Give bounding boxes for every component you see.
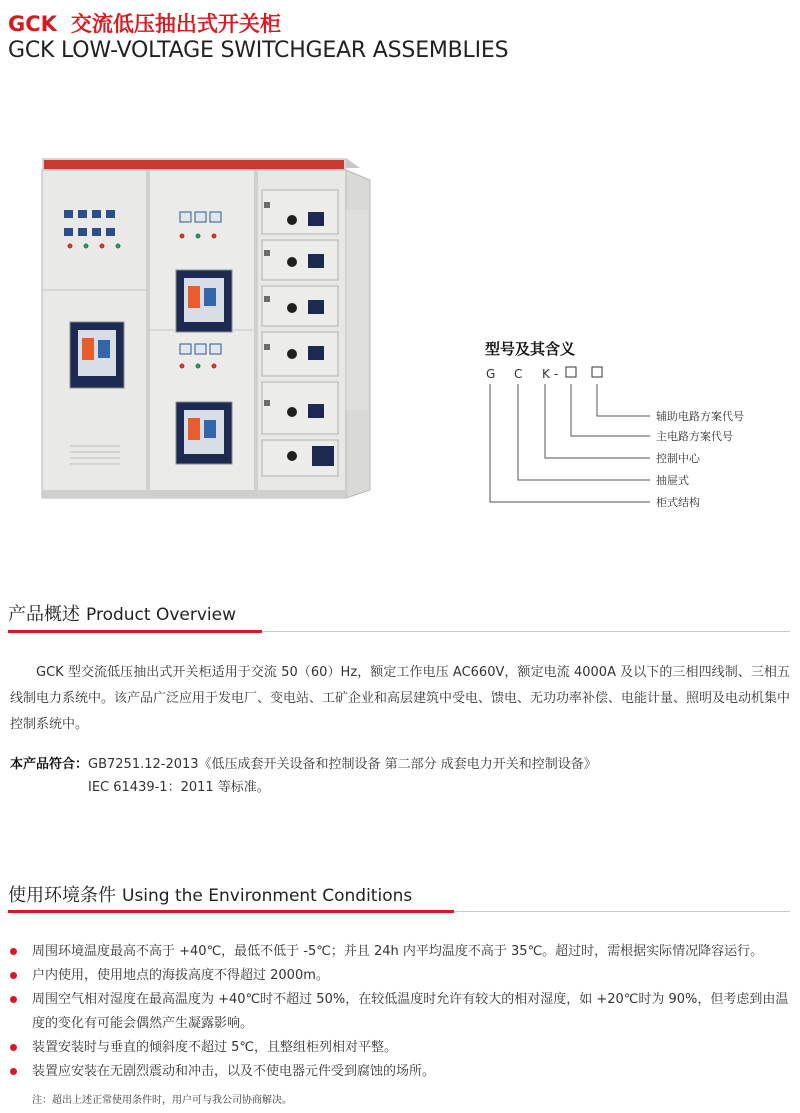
code-letter-c: C [514,367,523,381]
overview-divider [8,630,790,633]
bullet-icon [10,972,17,979]
code-letter-g: G [486,367,496,381]
conditions-list [10,940,790,1084]
page-title-en: GCK LOW-VOLTAGE SWITCHGEAR ASSEMBLIES [8,38,509,63]
title-cn-text: 交流低压抽出式开关柜 [70,12,281,36]
overview-heading-en: Product Overview [86,605,236,625]
bullet-icon [10,996,17,1003]
condition-item: 户内使用，使用地点的海拔高度不得超过 2000m。 [10,964,790,988]
label-aux-circuit: 辅助电路方案代号 [656,410,744,423]
standard-gb: GB7251.12-2013《低压成套开关设备和控制设备 第二部分 成套电力开关和控制设备》 [88,757,597,772]
standard-label: 本产品符合： [10,757,89,772]
label-drawer-type: 抽屉式 [656,474,689,487]
conditions-heading-cn: 使用环境条件 [8,885,116,906]
standard-line-2: IEC 61439-1：2011 等标准。 [88,780,270,795]
code-box-main [566,367,576,377]
code-letter-dash: - [554,367,559,381]
condition-item: 装置应安装在无剧烈震动和冲击，以及不使电器元件受到腐蚀的场所。 [10,1060,790,1084]
label-main-circuit: 主电路方案代号 [656,430,733,443]
overview-paragraph: GCK 型交流低压抽出式开关柜适用于交流 50（60）Hz，额定工作电压 AC660V，额定电流 4000A 及以下的三相四线制、三相五线制电力系统中。该产品广泛应用于发电厂、变电站、工矿企业和高层建筑中受电、馈电、无功功率补偿、电能计量、照明及电动机集中控制系统中。 [10,665,791,732]
standard-line-1 [10,754,597,776]
label-control-center: 控制中心 [656,452,700,465]
model-meaning-title: 型号及其含义 [485,340,576,358]
bullet-icon [10,948,17,955]
condition-item: 装置安装时与垂直的倾斜度不超过 5℃，且整组柜列相对平整。 [10,1036,790,1060]
conditions-heading-en: Using the Environment Conditions [122,886,413,906]
conditions-heading [8,881,412,907]
bullet-icon [10,1068,17,1075]
footnote: 注：超出上述正常使用条件时，用户可与我公司协商解决。 [32,1095,292,1106]
product-code: GCK [8,12,57,36]
conditions-divider [8,910,790,913]
label-cabinet-structure: 柜式结构 [656,496,700,509]
page-title-cn [8,8,281,38]
condition-item: 周围环境温度最高不高于 +40℃，最低不低于 -5℃；并且 24h 内平均温度不高于 35℃。超过时，需根据实际情况降容运行。 [10,940,790,964]
overview-heading-cn: 产品概述 [8,604,80,625]
condition-item: 周围空气相对湿度在最高温度为 +40℃时不超过 50%，在较低温度时允许有较大的相对湿度，如 +20℃时为 90%，但考虑到由温度的变化有可能会偶然产生凝露影响。 [10,988,790,1036]
bullet-icon [10,1044,17,1051]
code-box-aux [592,367,602,377]
switchgear-product-image [30,150,390,510]
overview-heading [8,600,236,626]
model-code-diagram [478,360,758,520]
code-letter-k: K [542,367,550,381]
